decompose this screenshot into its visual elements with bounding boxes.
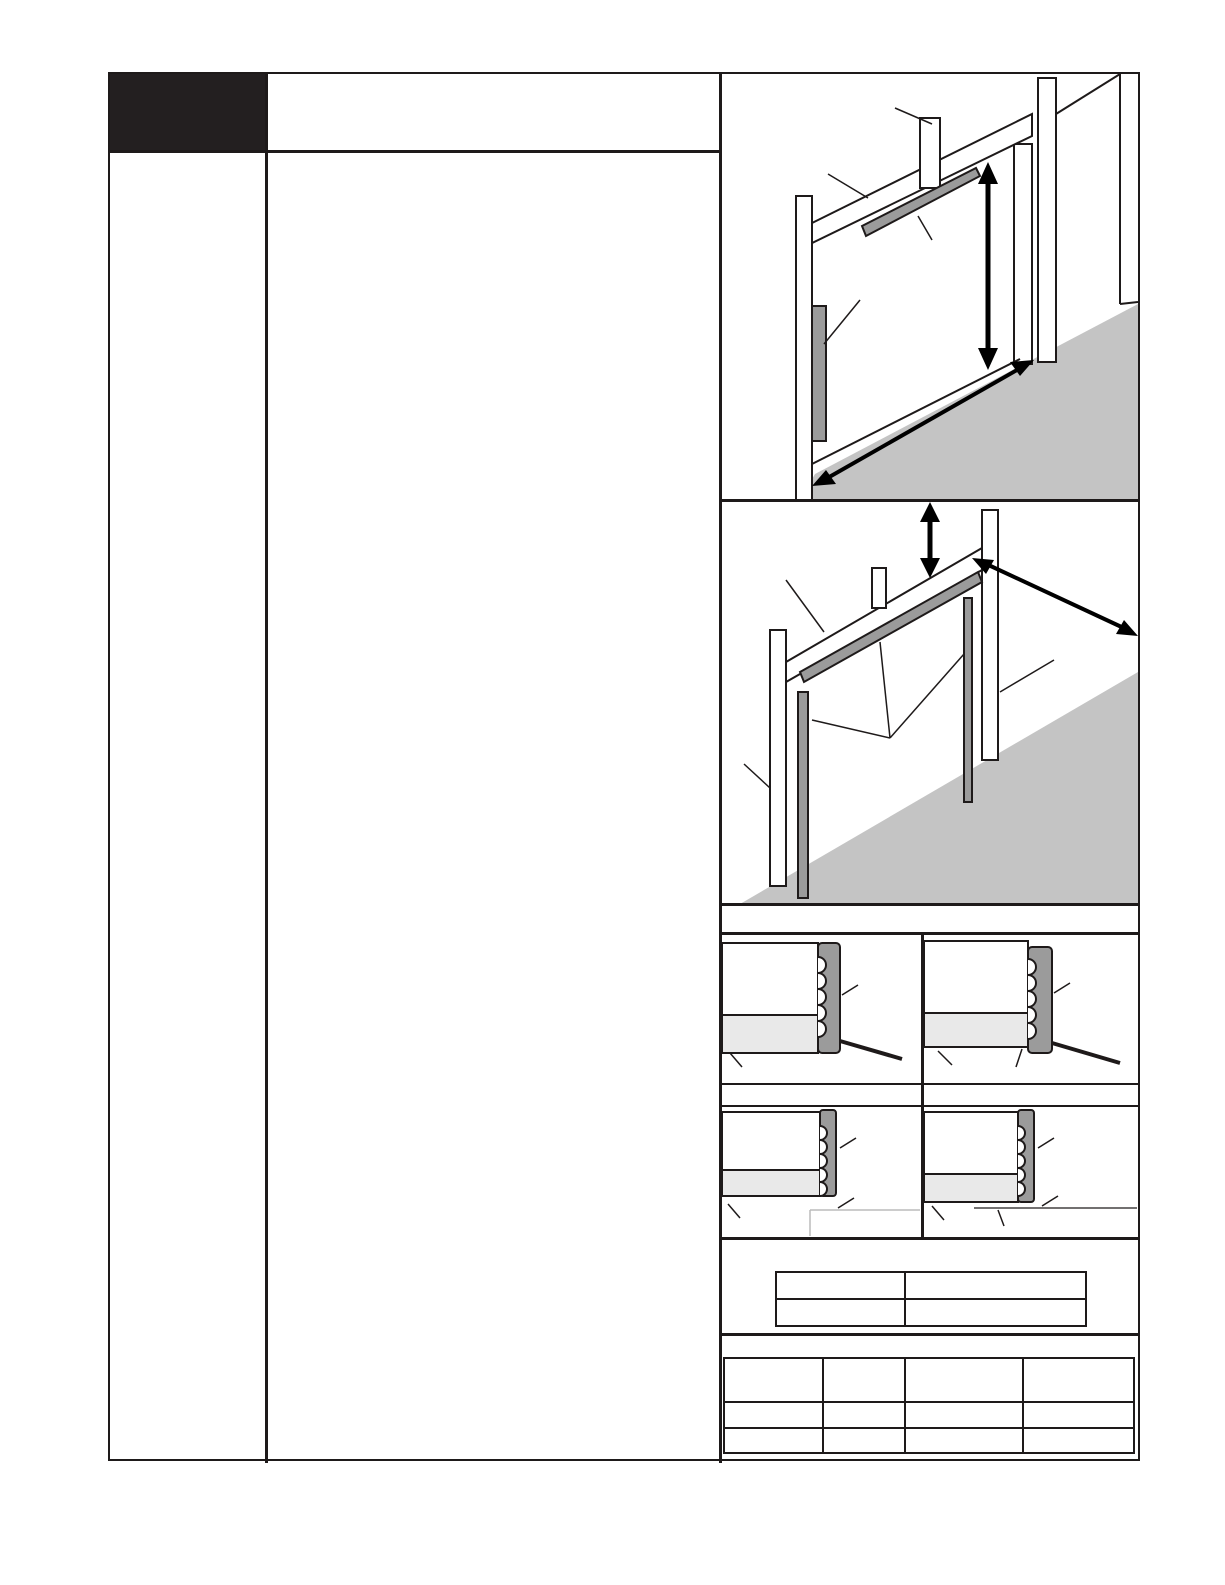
table-cell [905, 1428, 1023, 1454]
step-column-divider [265, 74, 268, 1463]
table-cell [776, 1299, 905, 1326]
detail-b [924, 935, 1137, 1082]
cripple-stud [920, 118, 940, 188]
detail-c [722, 1108, 920, 1236]
table-row [776, 1272, 1086, 1299]
table-cell [905, 1402, 1023, 1428]
table-row [724, 1402, 1134, 1428]
table-cell [724, 1358, 823, 1402]
header-divider [110, 150, 721, 153]
figure-divider-2 [720, 903, 1138, 906]
detail-grid-bottom [720, 1237, 1138, 1240]
table-cell [905, 1358, 1023, 1402]
figure-2-jamb-assembly [720, 502, 1138, 904]
detail-grid-row-1 [720, 1083, 1138, 1085]
detail-a [722, 935, 920, 1082]
table-2 [723, 1357, 1135, 1454]
table-divider [720, 1333, 1138, 1336]
table-cell [823, 1402, 905, 1428]
table-cell [905, 1299, 1086, 1326]
table-row [776, 1299, 1086, 1326]
table-cell [724, 1428, 823, 1454]
table-cell [905, 1272, 1086, 1299]
level-tool-side [812, 306, 826, 441]
table-cell [1023, 1358, 1134, 1402]
figure-1-framing-level [720, 74, 1138, 500]
left-jamb [796, 196, 812, 500]
table-cell [1023, 1428, 1134, 1454]
table-cell [776, 1272, 905, 1299]
floor-shading [800, 304, 1138, 500]
table-cell [823, 1428, 905, 1454]
table-cell [724, 1402, 823, 1428]
table-cell [823, 1358, 905, 1402]
table-cell [1023, 1402, 1134, 1428]
detail-grid-row-2 [720, 1105, 1138, 1107]
table-row [724, 1358, 1134, 1402]
table-row [724, 1428, 1134, 1454]
table-1 [775, 1271, 1087, 1327]
detail-d [924, 1108, 1137, 1236]
step-number-block [110, 74, 265, 152]
